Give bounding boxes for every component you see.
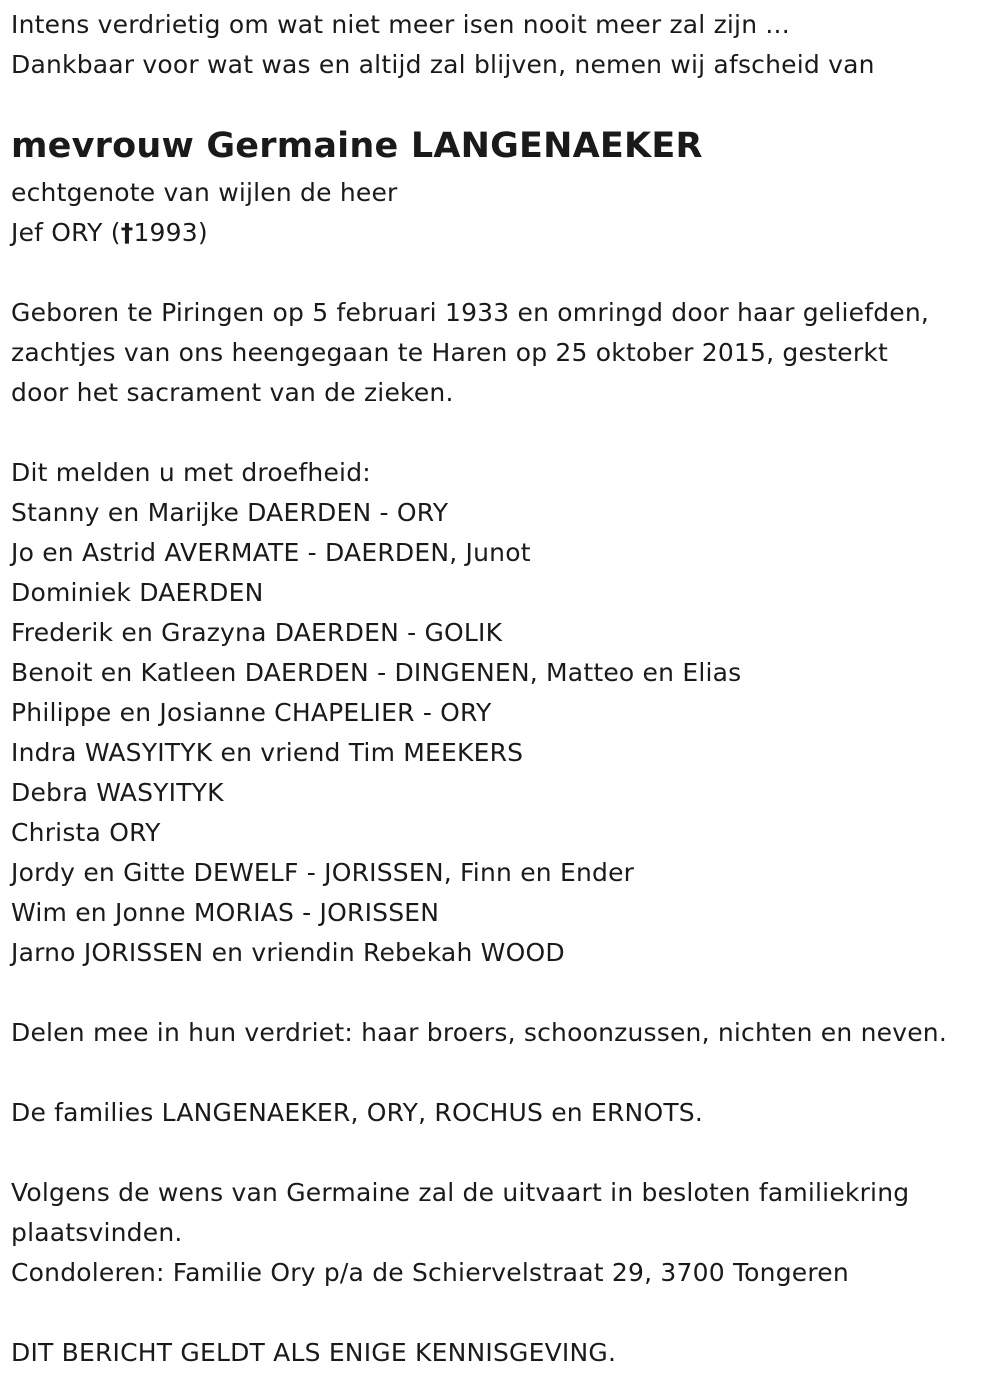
mourner-line: Benoit en Katleen DAERDEN - DINGENEN, Matteo en Elias — [11, 658, 742, 687]
mourner-line: Philippe en Josianne CHAPELIER - ORY — [11, 698, 492, 727]
mourner-line: Wim en Jonne MORIAS - JORISSEN — [11, 898, 440, 927]
share-grief-line: Delen mee in hun verdriet: haar broers, schoonzussen, nichten en neven. — [11, 1018, 947, 1047]
intro-line-2: Dankbaar voor wat was en altijd zal blijven, nemen wij afscheid van — [11, 50, 875, 79]
mourner-line: Frederik en Grazyna DAERDEN - GOLIK — [11, 618, 503, 647]
mourner-line: Indra WASYITYK en vriend Tim MEEKERS — [11, 738, 524, 767]
birth-death-line-3: door het sacrament van de zieken. — [11, 378, 454, 407]
birth-death-line-1: Geboren te Piringen op 5 februari 1933 en omringd door haar geliefden, — [11, 298, 930, 327]
mourner-line: Christa ORY — [11, 818, 161, 847]
mourner-line: Stanny en Marijke DAERDEN - ORY — [11, 498, 449, 527]
spouse-name: Jef ORY ( — [11, 218, 121, 247]
mourner-line: Jarno JORISSEN en vriendin Rebekah WOOD — [11, 938, 565, 967]
cross-icon: † — [120, 218, 134, 247]
funeral-line-1: Volgens de wens van Germaine zal de uitvaart in besloten familiekring — [11, 1178, 910, 1207]
spouse-line-2 — [11, 213, 208, 253]
condolences-line: Condoleren: Familie Ory p/a de Schiervelstraat 29, 3700 Tongeren — [11, 1258, 849, 1287]
mourner-line: Jo en Astrid AVERMATE - DAERDEN, Junot — [11, 538, 531, 567]
spouse-line-1: echtgenote van wijlen de heer — [11, 178, 398, 207]
birth-death-line-2: zachtjes van ons heengegaan te Haren op 25 oktober 2015, gesterkt — [11, 338, 889, 367]
deceased-name: mevrouw Germaine LANGENAEKER — [11, 126, 703, 166]
mourner-line: Dominiek DAERDEN — [11, 578, 264, 607]
funeral-line-2: plaatsvinden. — [11, 1218, 183, 1247]
mourner-line: Debra WASYITYK — [11, 778, 224, 807]
families-line: De families LANGENAEKER, ORY, ROCHUS en ERNOTS. — [11, 1098, 704, 1127]
notice-line: DIT BERICHT GELDT ALS ENIGE KENNISGEVING. — [11, 1338, 617, 1367]
mourners-heading: Dit melden u met droefheid: — [11, 458, 371, 487]
spouse-death-year: 1993) — [133, 218, 208, 247]
intro-line-1: Intens verdrietig om wat niet meer isen nooit meer zal zijn ... — [11, 10, 790, 39]
mourner-line: Jordy en Gitte DEWELF - JORISSEN, Finn en Ender — [11, 858, 635, 887]
